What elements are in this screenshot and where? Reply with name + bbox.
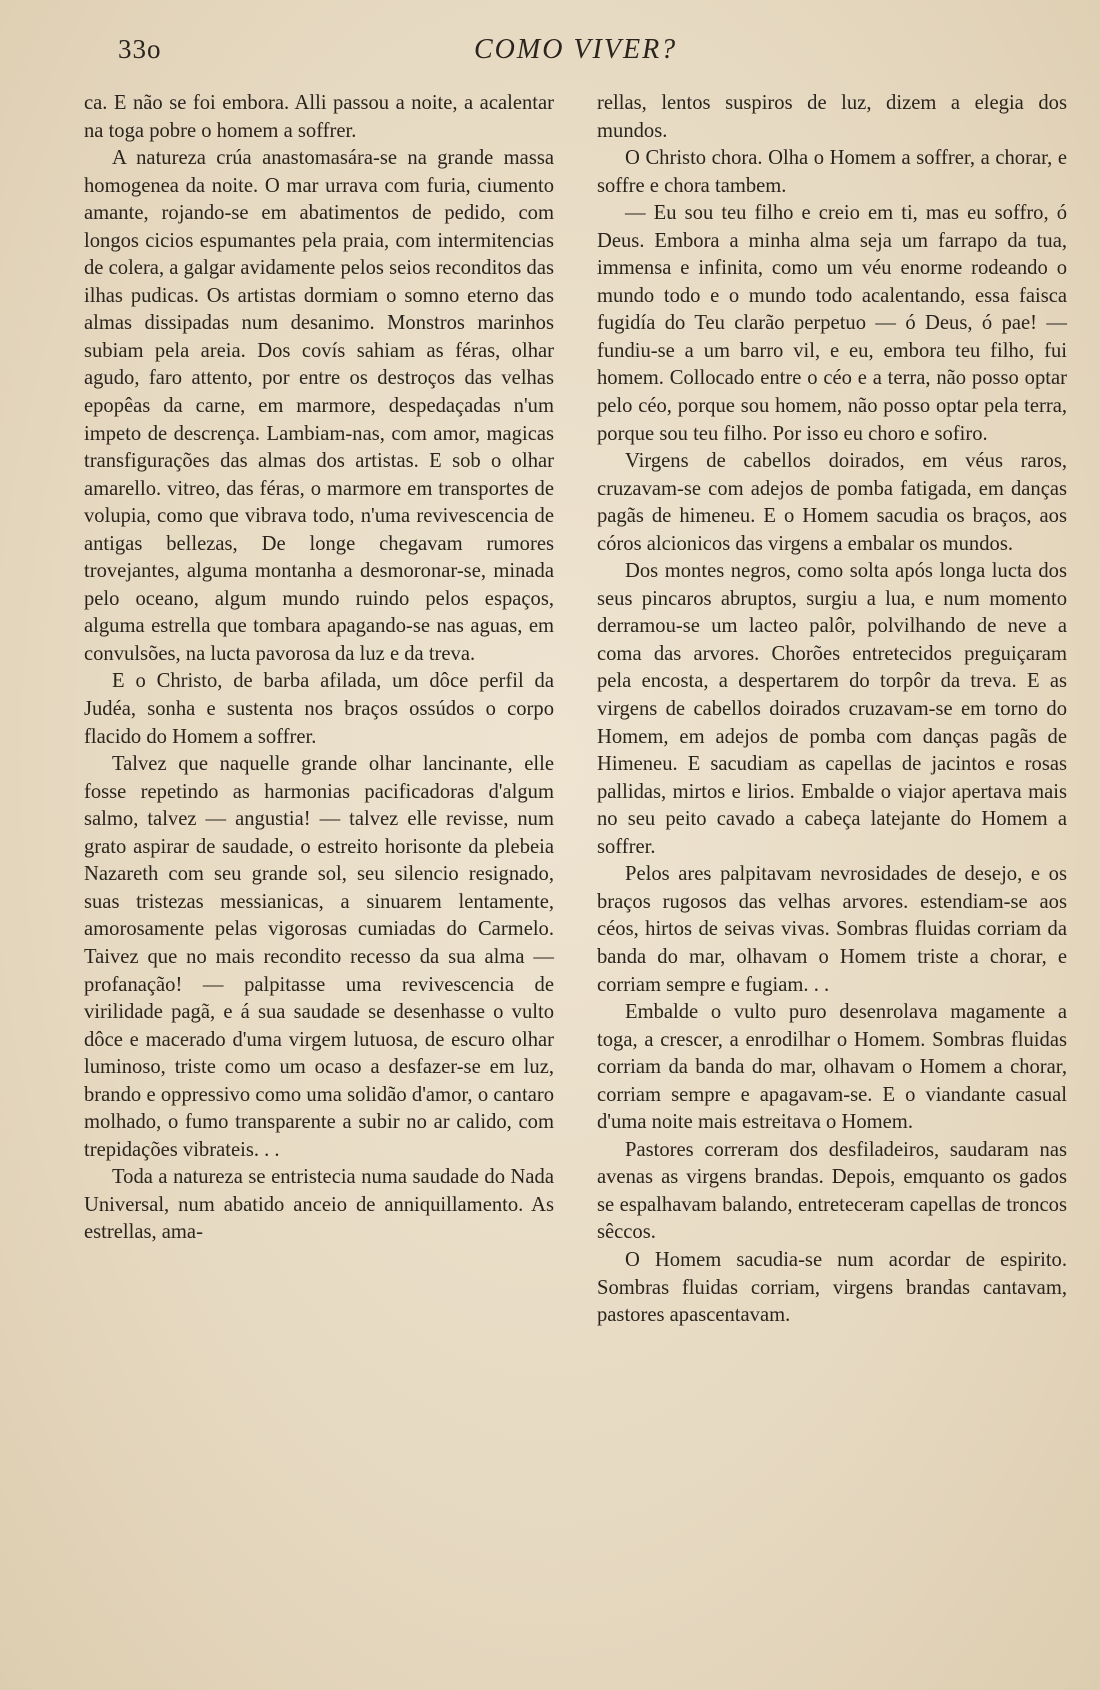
running-head bbox=[0, 34, 1100, 74]
paragraph: O Christo chora. Olha o Homem a soffrer, a chorar, e soffre e chora tambem. bbox=[597, 147, 1067, 197]
paragraph: E o Christo, de barba afilada, um dôce perfil da Judéa, sonha e sustenta nos braços ossúdos o corpo flacido do Homem a soffrer. bbox=[84, 670, 554, 748]
page-number: 33o bbox=[118, 34, 162, 64]
paragraph: Virgens de cabellos doirados, em véus raros, cruzavam-se com adejos de pomba fatigada, em danças pagãs de himeneu. E o Homem sacudia os braços, aos córos alcionicos das virgens a embalar os mundos. bbox=[597, 450, 1067, 555]
paragraph: ca. E não se foi embora. Alli passou a noite, a acalentar na toga pobre o homem a soffrer. bbox=[84, 92, 554, 142]
paragraph: Talvez que naquelle grande olhar lancinante, elle fosse repetindo as harmonias pacificadoras d'algum salmo, talvez — angustia! — talvez elle revisse, num grato aspirar de saudade, o estreito horisonte da plebeia Nazareth com seu grande sol, seu silencio resignado, suas tristezas messianicas, a sinuarem lentamente, amorosamente pelas vigorosas cumiadas do Carmelo. Taivez que no mais recondito recesso da sua alma — profanação! — palpitasse uma revivescencia de virilidade pagã, e á sua saudade se desenhasse o vulto dôce e macerado d'uma virgem lutuosa, de escuro olhar luminoso, triste como um ocaso a desfazer-se em luz, brando e oppressivo como uma solidão d'amor, o cantaro molhado, o fumo transparente a subir no ar calido, com trepidações vibrateis. . . bbox=[84, 753, 554, 1161]
paragraph: Embalde o vulto puro desenrolava magamente a toga, a crescer, a enrodilhar o Homem. Sombras fluidas corriam da banda do mar, olhavam o Homem a chorar, corriam sempre e apagavam-se. E o viandante casual d'uma noite mais estreitava o Homem. bbox=[597, 1001, 1067, 1134]
paragraph: rellas, lentos suspiros de luz, dizem a elegia dos mundos. bbox=[597, 92, 1067, 142]
paragraph: A natureza crúa anastomasára-se na grande massa homogenea da noite. O mar urrava com furia, ciumento amante, rojando-se em abatimentos de pedido, com longos cicios espumantes pela praia, com intermitencias de colera, a galgar avidamente pelos seios reconditos das ilhas pudicas. Os artistas dormiam o somno eterno das almas dissipadas num desanimo. Monstros marinhos subiam pela areia. Dos covís sahiam as féras, olhar agudo, faro attento, por entre os destroços das velhas epopêas da carne, em marmore, despedaçadas n'um impeto de descrença. Lambiam-nas, com amor, magicas transfigurações das almas dos artistas. E sob o olhar amarello. vitreo, das féras, o marmore em transportes de volupia, como que vibrava todo, n'uma revivescencia de antigas bellezas, De longe chegavam rumores trovejantes, alguma montanha a desmoronar-se, minada pelo oceano, algum mundo ruindo pelos espaços, alguma estrella que tombara apagando-se nas aguas, em convulsões, na lucta pavorosa da luz e da treva. bbox=[84, 147, 554, 665]
paragraph: O Homem sacudia-se num acordar de espirito. Sombras fluidas corriam, virgens brandas cantavam, pastores apascentavam. bbox=[597, 1248, 1067, 1327]
paragraph: — Eu sou teu filho e creio em ti, mas eu soffro, ó Deus. Embora a minha alma seja um farrapo da tua, immensa e infinita, como um véu enorme rodeando o mundo todo e o mundo todo acalentando, essa faisca fugidía do Teu clarão perpetuo — ó Deus, ó pae! — fundiu-se a um barro vil, e eu, embora teu filho, fui homem. Collocado entre o céo e a terra, não posso optar pelo céo, porque sou homem, não posso optar pela terra, porque sou teu filho. Por isso eu choro e sofiro. bbox=[597, 202, 1067, 445]
paragraph: Toda a natureza se entristecia numa saudade do Nada Universal, num abatido anceio de anniquillamento. As estrellas, ama- bbox=[84, 1166, 554, 1244]
paragraph: Dos montes negros, como solta após longa lucta dos seus pincaros abruptos, surgiu a lua, e num momento derramou-se um lacteo palôr, polvilhando de neve a coma das arvores. Chorões entretecidos preguiçaram pela encosta, a despertarem do torpôr da treva. E as virgens de cabellos doirados cruzavam-se em torno do Homem, em adejos de pomba com danças pagãs de Himeneu. E sacudiam as capellas de jacintos e rosas pallidas, mirtos e lirios. Embalde o viajor apertava mais no seu peito cavado a cabeça latejante do Homem a soffrer. bbox=[597, 560, 1067, 858]
paragraph: Pastores correram dos desfiladeiros, saudaram nas avenas as virgens brandas. Depois, emquanto os gados se espalhavam balando, entreteceram capellas de troncos sêccos. bbox=[597, 1138, 1067, 1244]
left-column bbox=[84, 90, 554, 1247]
right-column bbox=[597, 90, 1067, 1330]
paragraph: Pelos ares palpitavam nevrosidades de desejo, e os braços rugosos das velhas arvores. estendiam-se aos céos, hirtos de seivas vivas. Sombras fluidas corriam da banda do mar, olhavam o Homem triste a chorar, e corriam sempre e fugiam. . . bbox=[597, 863, 1067, 996]
running-title: COMO VIVER? bbox=[474, 34, 678, 65]
